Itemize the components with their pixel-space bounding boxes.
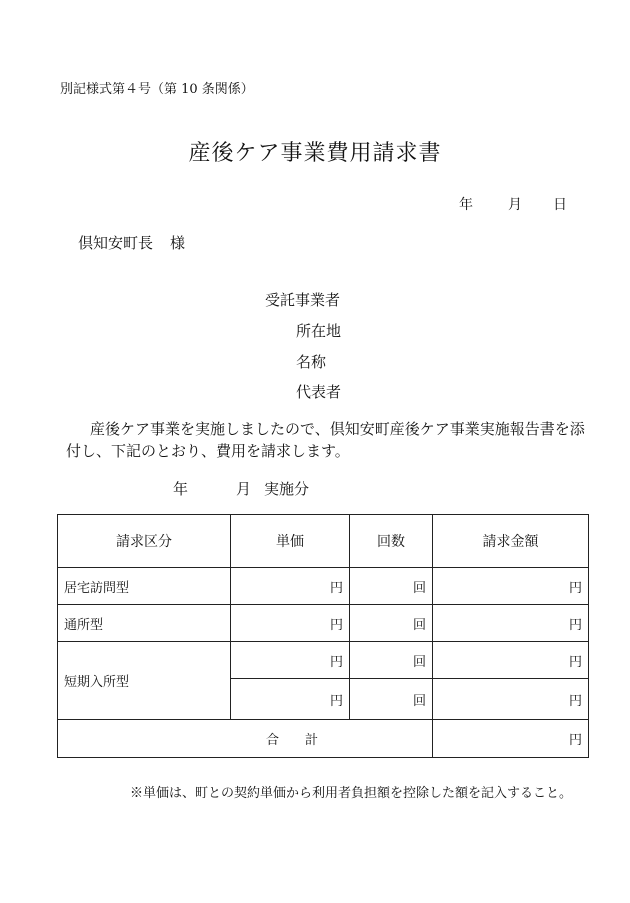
- unit-price-cell[interactable]: 円: [231, 642, 350, 679]
- table-row: [58, 568, 589, 605]
- name-label: 名称: [296, 353, 327, 371]
- period-year-label: 年: [173, 480, 189, 498]
- category-home-visit: 居宅訪問型: [58, 568, 231, 605]
- header-count: 回数: [350, 515, 433, 568]
- header-unit-price: 単価: [231, 515, 350, 568]
- period-month-label: 月: [236, 480, 252, 498]
- request-body-text: 産後ケア事業を実施しましたので、倶知安町産後ケア事業実施報告書を添付し、下記のとおり、費用を請求します。: [66, 420, 585, 460]
- count-cell[interactable]: 回: [350, 642, 433, 679]
- entrusted-provider-heading: 受託事業者: [265, 291, 341, 309]
- amount-cell[interactable]: 円: [433, 642, 589, 679]
- total-row: [58, 720, 589, 758]
- date-year-label: 年: [459, 197, 473, 213]
- unit-price-cell[interactable]: 円: [231, 568, 350, 605]
- amount-cell[interactable]: 円: [433, 605, 589, 642]
- count-cell[interactable]: 回: [350, 679, 433, 720]
- period-suffix: 実施分: [264, 480, 310, 498]
- total-label: 合 計: [58, 720, 433, 758]
- header-amount: 請求金額: [433, 515, 589, 568]
- total-amount-cell[interactable]: 円: [433, 720, 589, 758]
- header-category: 請求区分: [58, 515, 231, 568]
- addressee-honorific: 様: [170, 234, 186, 252]
- amount-cell[interactable]: 円: [433, 679, 589, 720]
- table-header-row: [58, 515, 589, 568]
- unit-price-cell[interactable]: 円: [231, 605, 350, 642]
- table-row: [58, 605, 589, 642]
- category-short-stay: 短期入所型: [58, 642, 231, 720]
- address-label: 所在地: [296, 322, 342, 340]
- date-day-label: 日: [553, 197, 567, 213]
- document-title: 産後ケア事業費用請求書: [188, 141, 442, 166]
- fee-table: [57, 514, 589, 758]
- count-cell[interactable]: 回: [350, 568, 433, 605]
- date-month-label: 月: [508, 197, 522, 213]
- addressee-name: 倶知安町長: [78, 234, 154, 252]
- unit-price-cell[interactable]: 円: [231, 679, 350, 720]
- category-day-care: 通所型: [58, 605, 231, 642]
- form-number: 別記様式第４号（第 10 条関係）: [60, 82, 254, 97]
- table-row: [58, 642, 589, 679]
- amount-cell[interactable]: 円: [433, 568, 589, 605]
- representative-label: 代表者: [296, 383, 342, 401]
- count-cell[interactable]: 回: [350, 605, 433, 642]
- footnote: ※単価は、町との契約単価から利用者負担額を控除した額を記入すること。: [130, 786, 573, 801]
